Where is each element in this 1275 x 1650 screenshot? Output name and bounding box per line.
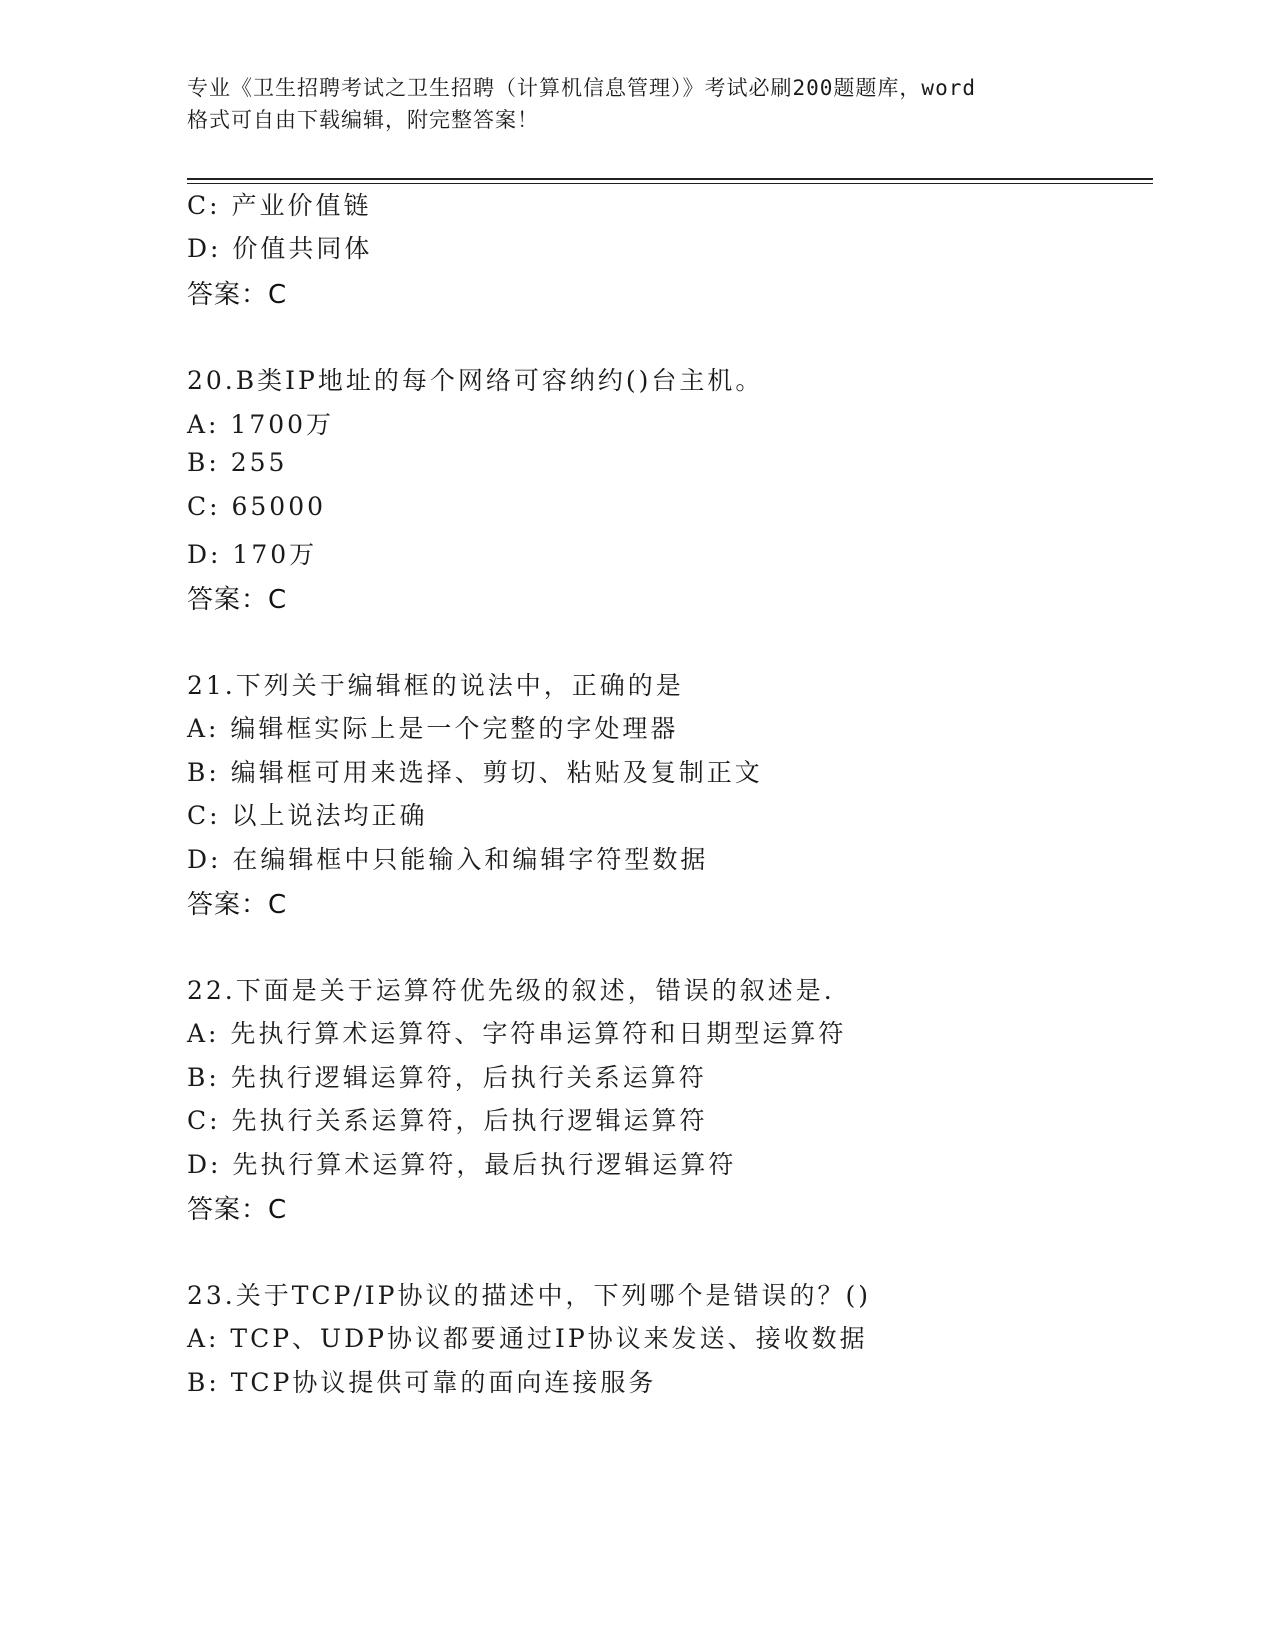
q19-option-c: C: 产业价值链 xyxy=(187,191,372,220)
q21-answer: 答案：C xyxy=(187,890,288,920)
q22-option-c: C: 先执行关系运算符，后执行逻辑运算符 xyxy=(187,1106,708,1135)
q20-option-a: A: 1700万 xyxy=(187,410,335,439)
q21-question: 21.下列关于编辑框的说法中，正确的是 xyxy=(187,671,684,700)
q19-answer: 答案：C xyxy=(187,280,288,310)
q20-option-b: B: 255 xyxy=(187,448,288,477)
q21-option-c: C: 以上说法均正确 xyxy=(187,801,428,830)
q19-option-d: D: 价值共同体 xyxy=(187,234,373,263)
header-divider-thick xyxy=(187,178,1153,180)
q23-option-a: A: TCP、UDP协议都要通过IP协议来发送、接收数据 xyxy=(187,1324,868,1353)
q20-answer: 答案：C xyxy=(187,585,288,615)
q20-option-d: D: 170万 xyxy=(187,540,318,569)
q22-option-b: B: 先执行逻辑运算符，后执行关系运算符 xyxy=(187,1063,707,1092)
q20-question: 20.B类IP地址的每个网络可容纳约()台主机。 xyxy=(187,366,764,395)
q22-question: 22.下面是关于运算符优先级的叙述，错误的叙述是. xyxy=(187,976,835,1005)
q22-answer: 答案：C xyxy=(187,1195,288,1225)
q20-option-c: C: 65000 xyxy=(187,492,327,521)
q22-option-d: D: 先执行算术运算符，最后执行逻辑运算符 xyxy=(187,1150,737,1179)
q23-question: 23.关于TCP/IP协议的描述中，下列哪个是错误的？() xyxy=(187,1281,872,1310)
header-title-line-1: 专业《卫生招聘考试之卫生招聘（计算机信息管理）》考试必刷200题题库，word xyxy=(187,76,976,100)
q21-option-a: A: 编辑框实际上是一个完整的字处理器 xyxy=(187,714,679,743)
header-title-line-2: 格式可自由下载编辑，附完整答案！ xyxy=(187,108,539,132)
header-divider-thin xyxy=(187,183,1153,184)
q21-option-b: B: 编辑框可用来选择、剪切、粘贴及复制正文 xyxy=(187,758,763,787)
q22-option-a: A: 先执行算术运算符、字符串运算符和日期型运算符 xyxy=(187,1019,847,1048)
q21-option-d: D: 在编辑框中只能输入和编辑字符型数据 xyxy=(187,845,709,874)
q23-option-b: B: TCP协议提供可靠的面向连接服务 xyxy=(187,1368,657,1397)
document-header xyxy=(187,72,1107,136)
